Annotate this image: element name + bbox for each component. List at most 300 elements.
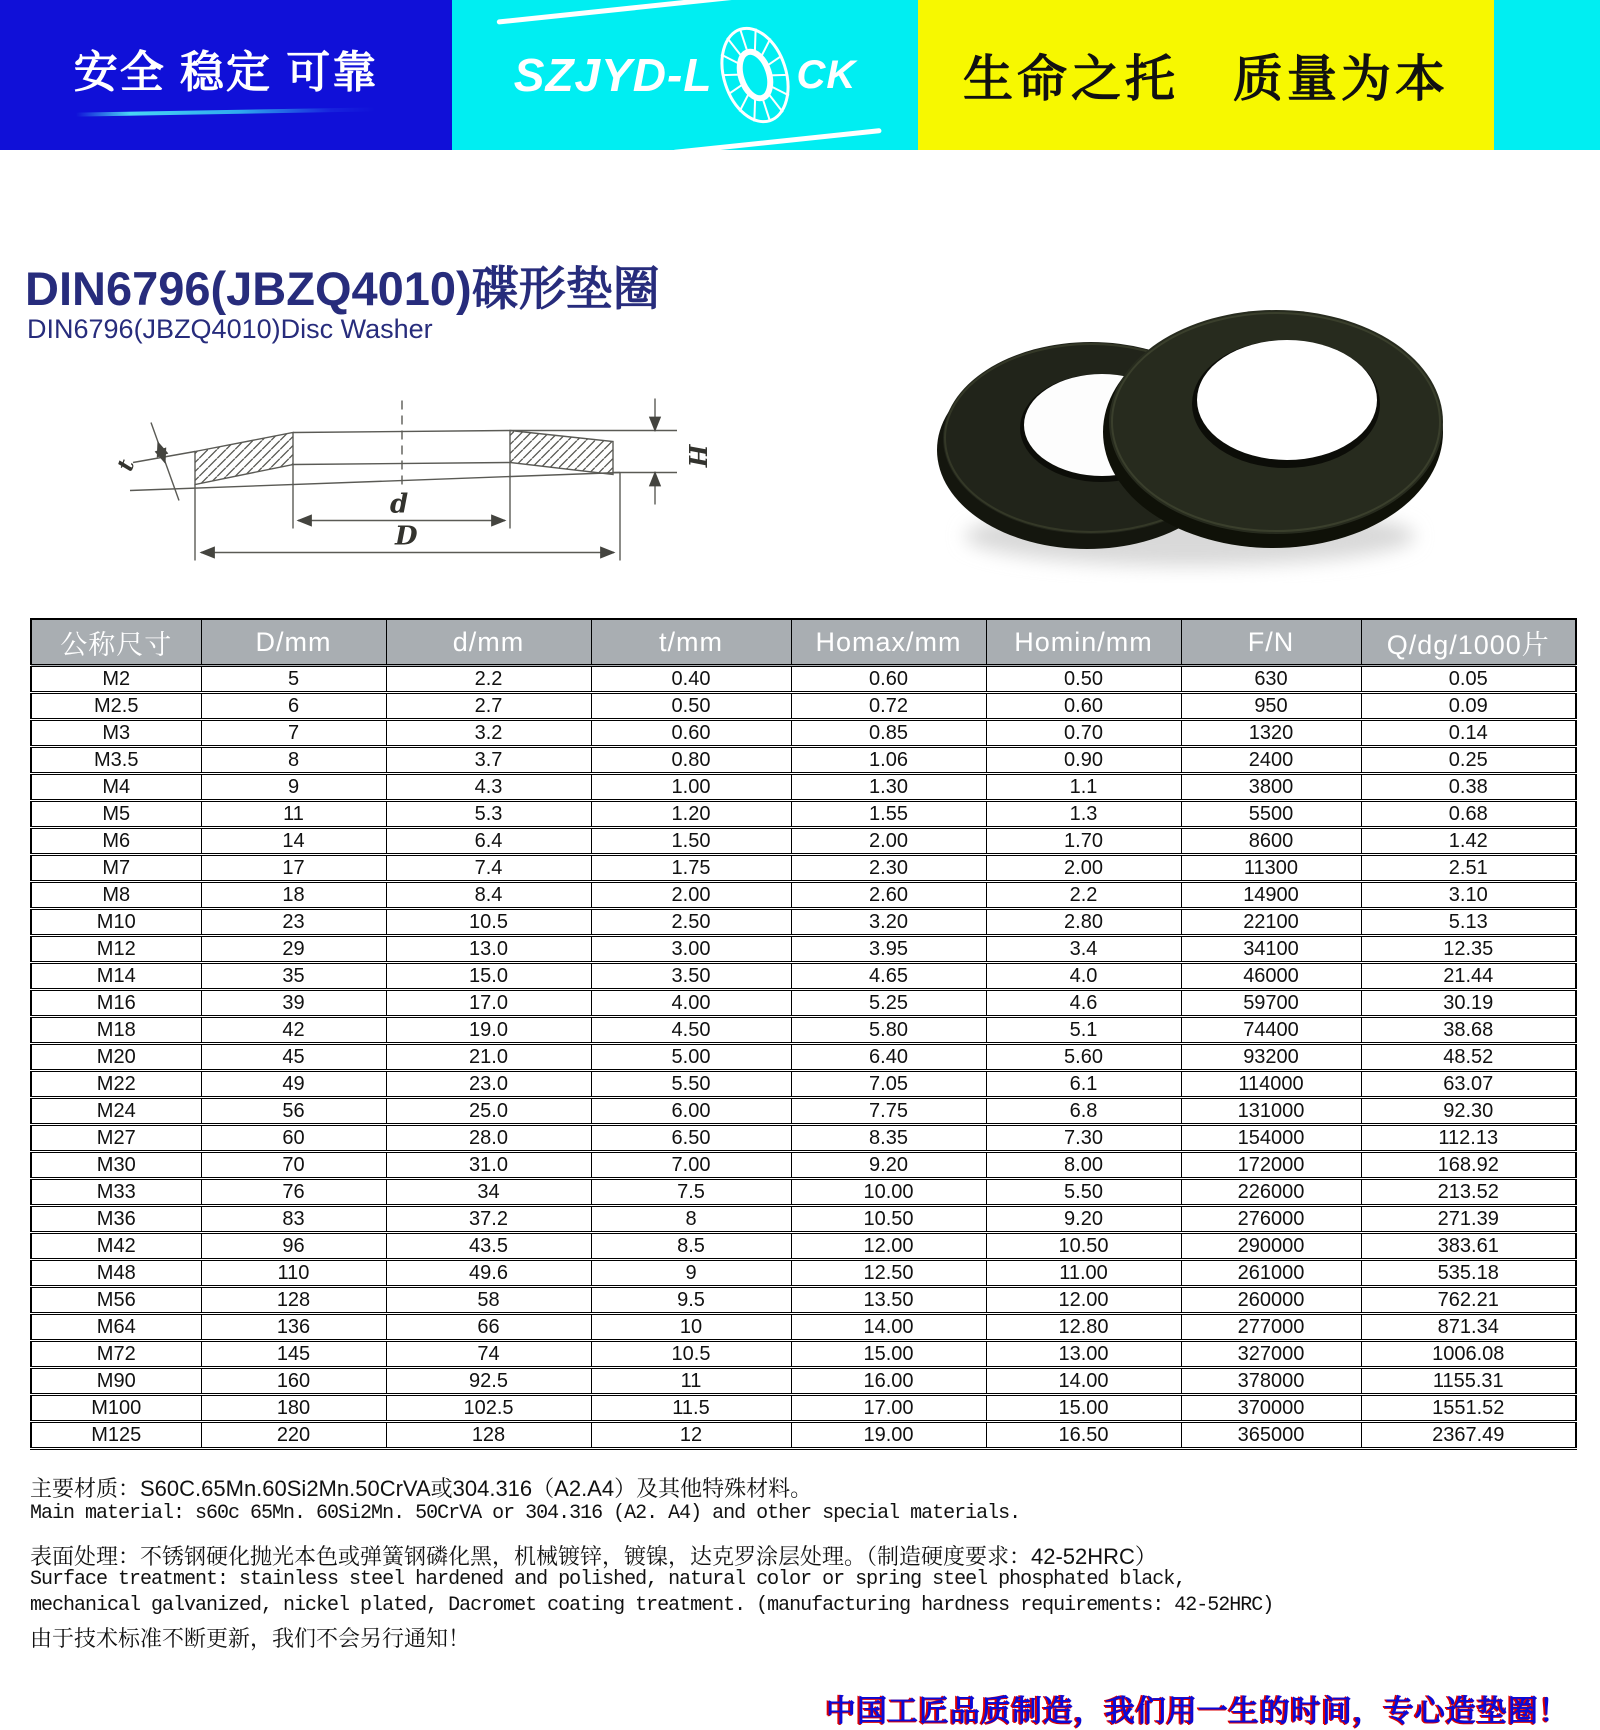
top-banner <box>0 0 1600 150</box>
technical-drawing <box>55 348 715 568</box>
table-cell: 6.50 <box>591 1125 791 1152</box>
table-cell: 276000 <box>1181 1206 1361 1233</box>
table-cell: 4.6 <box>986 990 1181 1017</box>
banner-yellow-block <box>918 0 1494 150</box>
table-cell: 93200 <box>1181 1044 1361 1071</box>
table-cell: 261000 <box>1181 1260 1361 1287</box>
table-cell: 2.60 <box>791 882 986 909</box>
table-cell: 114000 <box>1181 1071 1361 1098</box>
table-cell: 56 <box>201 1098 386 1125</box>
table-cell: 154000 <box>1181 1125 1361 1152</box>
table-cell: 180 <box>201 1395 386 1422</box>
table-row <box>31 666 1576 693</box>
table-cell: 2.2 <box>386 666 591 693</box>
table-cell: 10.50 <box>791 1206 986 1233</box>
table-cell: M24 <box>31 1098 201 1125</box>
table-row <box>31 1233 1576 1260</box>
table-cell: 19.00 <box>791 1422 986 1449</box>
table-cell: 17.0 <box>386 990 591 1017</box>
table-cell: 11300 <box>1181 855 1361 882</box>
table-cell: M12 <box>31 936 201 963</box>
table-cell: 2.00 <box>986 855 1181 882</box>
table-cell: 220 <box>201 1422 386 1449</box>
table-cell: 48.52 <box>1361 1044 1576 1071</box>
table-cell: 0.80 <box>591 747 791 774</box>
table-cell: 5.3 <box>386 801 591 828</box>
table-cell: M3.5 <box>31 747 201 774</box>
table-cell: M4 <box>31 774 201 801</box>
table-cell: 15.00 <box>986 1395 1181 1422</box>
table-cell: 12.80 <box>986 1314 1181 1341</box>
table-cell: 7.00 <box>591 1152 791 1179</box>
table-cell: 0.60 <box>986 693 1181 720</box>
table-cell: M30 <box>31 1152 201 1179</box>
table-cell: 74400 <box>1181 1017 1361 1044</box>
table-cell: 168.92 <box>1361 1152 1576 1179</box>
table-cell: 10.50 <box>986 1233 1181 1260</box>
table-cell: 1.1 <box>986 774 1181 801</box>
table-cell: 3.00 <box>591 936 791 963</box>
table-cell: 5.50 <box>986 1179 1181 1206</box>
table-cell: 1155.31 <box>1361 1368 1576 1395</box>
table-cell: 5.50 <box>591 1071 791 1098</box>
table-cell: 58 <box>386 1287 591 1314</box>
table-row <box>31 801 1576 828</box>
table-row <box>31 963 1576 990</box>
logo-text-right: CK <box>796 52 857 97</box>
table-cell: 9.5 <box>591 1287 791 1314</box>
table-cell: 76 <box>201 1179 386 1206</box>
table-cell: 128 <box>201 1287 386 1314</box>
table-cell: 1551.52 <box>1361 1395 1576 1422</box>
table-cell: 3800 <box>1181 774 1361 801</box>
note-surface-en-line1: Surface treatment: stainless steel hardened and polished, natural color or spring steel phosphated black, <box>30 1568 1186 1591</box>
table-cell: 7.75 <box>791 1098 986 1125</box>
table-row <box>31 1422 1576 1449</box>
table-cell: 0.50 <box>986 666 1181 693</box>
banner-right-text: 生命之托 质量为本 <box>963 51 1449 107</box>
table-cell: 5.60 <box>986 1044 1181 1071</box>
table-cell: 10.5 <box>591 1341 791 1368</box>
table-cell: 74 <box>386 1341 591 1368</box>
table-cell: 6.4 <box>386 828 591 855</box>
table-cell: 11 <box>201 801 386 828</box>
table-cell: 21.0 <box>386 1044 591 1071</box>
logo-text-left: SZJYD-L <box>513 49 713 101</box>
table-cell: 12.35 <box>1361 936 1576 963</box>
table-row <box>31 1287 1576 1314</box>
column-header-3: t/mm <box>591 619 791 666</box>
table-cell: 383.61 <box>1361 1233 1576 1260</box>
table-cell: 92.30 <box>1361 1098 1576 1125</box>
table-cell: 5 <box>201 666 386 693</box>
table-cell: 31.0 <box>386 1152 591 1179</box>
table-cell: 8.5 <box>591 1233 791 1260</box>
table-cell: 14 <box>201 828 386 855</box>
spec-table <box>30 618 1577 1450</box>
table-cell: M10 <box>31 909 201 936</box>
table-row <box>31 1044 1576 1071</box>
table-cell: 102.5 <box>386 1395 591 1422</box>
table-row <box>31 1071 1576 1098</box>
table-cell: 260000 <box>1181 1287 1361 1314</box>
table-cell: 6.00 <box>591 1098 791 1125</box>
table-cell: 630 <box>1181 666 1361 693</box>
table-cell: M42 <box>31 1233 201 1260</box>
banner-logo-block <box>452 0 918 150</box>
table-cell: 213.52 <box>1361 1179 1576 1206</box>
table-row <box>31 1341 1576 1368</box>
column-header-7: Q/dg/1000片 <box>1361 619 1576 666</box>
table-cell: 4.0 <box>986 963 1181 990</box>
table-cell: 39 <box>201 990 386 1017</box>
table-cell: 2.2 <box>986 882 1181 909</box>
table-cell: 0.85 <box>791 720 986 747</box>
table-cell: M6 <box>31 828 201 855</box>
table-cell: 16.00 <box>791 1368 986 1395</box>
table-cell: 9.20 <box>986 1206 1181 1233</box>
table-cell: 2.00 <box>591 882 791 909</box>
table-cell: 2.30 <box>791 855 986 882</box>
table-cell: 49 <box>201 1071 386 1098</box>
table-cell: M125 <box>31 1422 201 1449</box>
table-cell: 6.1 <box>986 1071 1181 1098</box>
note-surface-cn: 表面处理：不锈钢硬化抛光本色或弹簧钢磷化黑，机械镀锌，镀镍，达克罗涂层处理。（制造硬度要求：42-52HRC） <box>30 1544 1157 1569</box>
table-cell: M2.5 <box>31 693 201 720</box>
table-cell: 5.25 <box>791 990 986 1017</box>
column-header-4: Homax/mm <box>791 619 986 666</box>
table-row <box>31 828 1576 855</box>
banner-left-text: 安全 稳定 可靠 <box>73 48 379 97</box>
table-cell: 0.60 <box>791 666 986 693</box>
table-cell: 10.00 <box>791 1179 986 1206</box>
table-cell: 66 <box>386 1314 591 1341</box>
table-cell: 8.00 <box>986 1152 1181 1179</box>
table-cell: 70 <box>201 1152 386 1179</box>
table-cell: 1006.08 <box>1361 1341 1576 1368</box>
table-cell: 3.10 <box>1361 882 1576 909</box>
table-cell: 12.50 <box>791 1260 986 1287</box>
table-row <box>31 882 1576 909</box>
table-cell: 13.50 <box>791 1287 986 1314</box>
table-cell: 136 <box>201 1314 386 1341</box>
table-row <box>31 1314 1576 1341</box>
table-cell: 3.2 <box>386 720 591 747</box>
table-cell: 12.00 <box>791 1233 986 1260</box>
table-row <box>31 855 1576 882</box>
table-cell: 112.13 <box>1361 1125 1576 1152</box>
table-cell: 17.00 <box>791 1395 986 1422</box>
table-cell: 5.1 <box>986 1017 1181 1044</box>
table-cell: 8 <box>591 1206 791 1233</box>
table-cell: 18 <box>201 882 386 909</box>
logo-swoosh-bottom-decoration <box>673 128 882 155</box>
table-row <box>31 693 1576 720</box>
table-cell: 277000 <box>1181 1314 1361 1341</box>
table-cell: 6.8 <box>986 1098 1181 1125</box>
table-cell: M100 <box>31 1395 201 1422</box>
banner-blue-block <box>0 0 452 150</box>
table-cell: 11 <box>591 1368 791 1395</box>
table-cell: 7.5 <box>591 1179 791 1206</box>
table-cell: 365000 <box>1181 1422 1361 1449</box>
table-cell: 110 <box>201 1260 386 1287</box>
table-cell: 13.00 <box>986 1341 1181 1368</box>
table-cell: 25.0 <box>386 1098 591 1125</box>
table-cell: 23.0 <box>386 1071 591 1098</box>
table-cell: 0.09 <box>1361 693 1576 720</box>
table-cell: 7.05 <box>791 1071 986 1098</box>
table-cell: 12 <box>591 1422 791 1449</box>
table-cell: 8.4 <box>386 882 591 909</box>
table-cell: 2.50 <box>591 909 791 936</box>
table-cell: 226000 <box>1181 1179 1361 1206</box>
table-cell: M48 <box>31 1260 201 1287</box>
note-update-cn: 由于技术标准不断更新，我们不会另行通知！ <box>30 1626 471 1651</box>
table-cell: 5.80 <box>791 1017 986 1044</box>
table-row <box>31 1125 1576 1152</box>
column-header-0: 公称尺寸 <box>31 619 201 666</box>
table-cell: 131000 <box>1181 1098 1361 1125</box>
table-cell: 4.50 <box>591 1017 791 1044</box>
column-header-1: D/mm <box>201 619 386 666</box>
table-cell: 1.42 <box>1361 828 1576 855</box>
note-material-cn: 主要材质：S60C.65Mn.60Si2Mn.50CrVA或304.316（A2.A4）及其他特殊材料。 <box>30 1476 813 1501</box>
table-cell: 1.3 <box>986 801 1181 828</box>
table-cell: 4.65 <box>791 963 986 990</box>
table-row <box>31 1017 1576 1044</box>
drawing-label-D: D <box>395 521 418 552</box>
table-cell: M20 <box>31 1044 201 1071</box>
table-cell: 7.4 <box>386 855 591 882</box>
table-cell: 8600 <box>1181 828 1361 855</box>
table-cell: M33 <box>31 1179 201 1206</box>
table-cell: 0.14 <box>1361 720 1576 747</box>
product-photo-disc-washers <box>935 308 1450 583</box>
note-surface-en-line2: mechanical galvanized, nickel plated, Dacromet coating treatment. (manufacturing hardness requirements: 42-52HRC) <box>30 1594 1274 1617</box>
table-cell: 63.07 <box>1361 1071 1576 1098</box>
table-cell: 2367.49 <box>1361 1422 1576 1449</box>
table-cell: M36 <box>31 1206 201 1233</box>
table-cell: M18 <box>31 1017 201 1044</box>
table-cell: 29 <box>201 936 386 963</box>
table-cell: 950 <box>1181 693 1361 720</box>
table-row <box>31 720 1576 747</box>
table-cell: 172000 <box>1181 1152 1361 1179</box>
washer-icon <box>712 20 796 130</box>
table-cell: 43.5 <box>386 1233 591 1260</box>
table-cell: 7 <box>201 720 386 747</box>
table-cell: 871.34 <box>1361 1314 1576 1341</box>
table-row <box>31 1179 1576 1206</box>
table-row <box>31 1395 1576 1422</box>
company-logo <box>514 20 856 130</box>
table-cell: 3.95 <box>791 936 986 963</box>
table-cell: 160 <box>201 1368 386 1395</box>
table-row <box>31 747 1576 774</box>
table-cell: 1.75 <box>591 855 791 882</box>
table-cell: 35 <box>201 963 386 990</box>
banner-cyan-strip <box>1494 0 1600 150</box>
table-cell: 0.68 <box>1361 801 1576 828</box>
table-cell: 15.0 <box>386 963 591 990</box>
table-cell: M90 <box>31 1368 201 1395</box>
table-cell: 16.50 <box>986 1422 1181 1449</box>
column-header-2: d/mm <box>386 619 591 666</box>
table-cell: 8.35 <box>791 1125 986 1152</box>
table-cell: 59700 <box>1181 990 1361 1017</box>
table-row <box>31 1152 1576 1179</box>
table-row <box>31 1098 1576 1125</box>
table-cell: 1.06 <box>791 747 986 774</box>
table-cell: 2400 <box>1181 747 1361 774</box>
table-cell: 11.00 <box>986 1260 1181 1287</box>
table-cell: 17 <box>201 855 386 882</box>
table-cell: 10.5 <box>386 909 591 936</box>
table-header-row <box>31 619 1576 666</box>
table-cell: 0.70 <box>986 720 1181 747</box>
table-cell: 42 <box>201 1017 386 1044</box>
table-cell: 6 <box>201 693 386 720</box>
table-cell: 11.5 <box>591 1395 791 1422</box>
table-cell: 7.30 <box>986 1125 1181 1152</box>
table-cell: 19.0 <box>386 1017 591 1044</box>
table-cell: 15.00 <box>791 1341 986 1368</box>
banner-underline-decoration <box>76 107 376 116</box>
table-cell: 2.51 <box>1361 855 1576 882</box>
table-cell: 145 <box>201 1341 386 1368</box>
table-cell: 271.39 <box>1361 1206 1576 1233</box>
drawing-label-H: H <box>683 444 712 468</box>
table-cell: 0.40 <box>591 666 791 693</box>
table-cell: 1.30 <box>791 774 986 801</box>
table-cell: 290000 <box>1181 1233 1361 1260</box>
table-cell: 128 <box>386 1422 591 1449</box>
table-cell: 10 <box>591 1314 791 1341</box>
table-cell: 9 <box>201 774 386 801</box>
table-cell: 28.0 <box>386 1125 591 1152</box>
table-cell: 34100 <box>1181 936 1361 963</box>
table-cell: M72 <box>31 1341 201 1368</box>
table-cell: 49.6 <box>386 1260 591 1287</box>
table-cell: 0.25 <box>1361 747 1576 774</box>
page-title: DIN6796(JBZQ4010)碟形垫圈 <box>25 262 660 315</box>
table-cell: 2.80 <box>986 909 1181 936</box>
table-cell: 92.5 <box>386 1368 591 1395</box>
table-cell: 2.00 <box>791 828 986 855</box>
bottom-slogan: 中国工匠品质制造，我们用一生的时间，专心造垫圈！ <box>826 1695 1570 1728</box>
table-cell: 1.20 <box>591 801 791 828</box>
table-cell: 21.44 <box>1361 963 1576 990</box>
table-cell: 1.70 <box>986 828 1181 855</box>
table-cell: 0.38 <box>1361 774 1576 801</box>
table-cell: 12.00 <box>986 1287 1181 1314</box>
table-body <box>31 666 1576 1449</box>
table-cell: 14900 <box>1181 882 1361 909</box>
table-cell: 378000 <box>1181 1368 1361 1395</box>
table-cell: 4.3 <box>386 774 591 801</box>
table-row <box>31 1368 1576 1395</box>
table-cell: 327000 <box>1181 1341 1361 1368</box>
table-cell: 2.7 <box>386 693 591 720</box>
table-cell: 5.00 <box>591 1044 791 1071</box>
table-row <box>31 990 1576 1017</box>
table-row <box>31 936 1576 963</box>
table-cell: 83 <box>201 1206 386 1233</box>
table-cell: 0.72 <box>791 693 986 720</box>
table-cell: 60 <box>201 1125 386 1152</box>
drawing-label-d: d <box>390 489 409 520</box>
table-cell: 4.00 <box>591 990 791 1017</box>
table-cell: 762.21 <box>1361 1287 1576 1314</box>
table-cell: 3.4 <box>986 936 1181 963</box>
table-row <box>31 1206 1576 1233</box>
table-cell: M22 <box>31 1071 201 1098</box>
table-row <box>31 909 1576 936</box>
column-header-6: F/N <box>1181 619 1361 666</box>
table-cell: 6.40 <box>791 1044 986 1071</box>
table-cell: 46000 <box>1181 963 1361 990</box>
table-cell: 1320 <box>1181 720 1361 747</box>
table-cell: 0.50 <box>591 693 791 720</box>
table-cell: 30.19 <box>1361 990 1576 1017</box>
table-cell: 23 <box>201 909 386 936</box>
table-cell: 1.00 <box>591 774 791 801</box>
table-cell: 370000 <box>1181 1395 1361 1422</box>
table-cell: 3.7 <box>386 747 591 774</box>
table-cell: 0.05 <box>1361 666 1576 693</box>
column-header-5: Homin/mm <box>986 619 1181 666</box>
table-cell: 13.0 <box>386 936 591 963</box>
drawing-label-t: t <box>112 456 141 475</box>
table-cell: M5 <box>31 801 201 828</box>
table-cell: 5500 <box>1181 801 1361 828</box>
table-cell: M8 <box>31 882 201 909</box>
table-cell: 38.68 <box>1361 1017 1576 1044</box>
table-cell: 5.13 <box>1361 909 1576 936</box>
table-cell: 34 <box>386 1179 591 1206</box>
table-cell: M7 <box>31 855 201 882</box>
table-cell: 3.20 <box>791 909 986 936</box>
table-cell: M27 <box>31 1125 201 1152</box>
table-cell: 0.60 <box>591 720 791 747</box>
washer-front <box>1103 310 1443 548</box>
table-cell: 22100 <box>1181 909 1361 936</box>
table-cell: 3.50 <box>591 963 791 990</box>
table-cell: 1.55 <box>791 801 986 828</box>
table-cell: M3 <box>31 720 201 747</box>
table-cell: 14.00 <box>986 1368 1181 1395</box>
table-cell: M16 <box>31 990 201 1017</box>
table-cell: 535.18 <box>1361 1260 1576 1287</box>
table-cell: 1.50 <box>591 828 791 855</box>
table-cell: M64 <box>31 1314 201 1341</box>
table-cell: 9.20 <box>791 1152 986 1179</box>
table-cell: 9 <box>591 1260 791 1287</box>
table-cell: M14 <box>31 963 201 990</box>
page-subtitle: DIN6796(JBZQ4010)Disc Washer <box>27 314 433 344</box>
table-cell: 14.00 <box>791 1314 986 1341</box>
table-cell: 8 <box>201 747 386 774</box>
table-cell: 45 <box>201 1044 386 1071</box>
table-cell: 37.2 <box>386 1206 591 1233</box>
table-cell: M56 <box>31 1287 201 1314</box>
table-cell: 0.90 <box>986 747 1181 774</box>
table-cell: M2 <box>31 666 201 693</box>
note-material-en: Main material: s60c 65Mn. 60Si2Mn. 50CrVA or 304.316 (A2. A4) and other special materials. <box>30 1502 1021 1525</box>
table-row <box>31 774 1576 801</box>
table-cell: 96 <box>201 1233 386 1260</box>
